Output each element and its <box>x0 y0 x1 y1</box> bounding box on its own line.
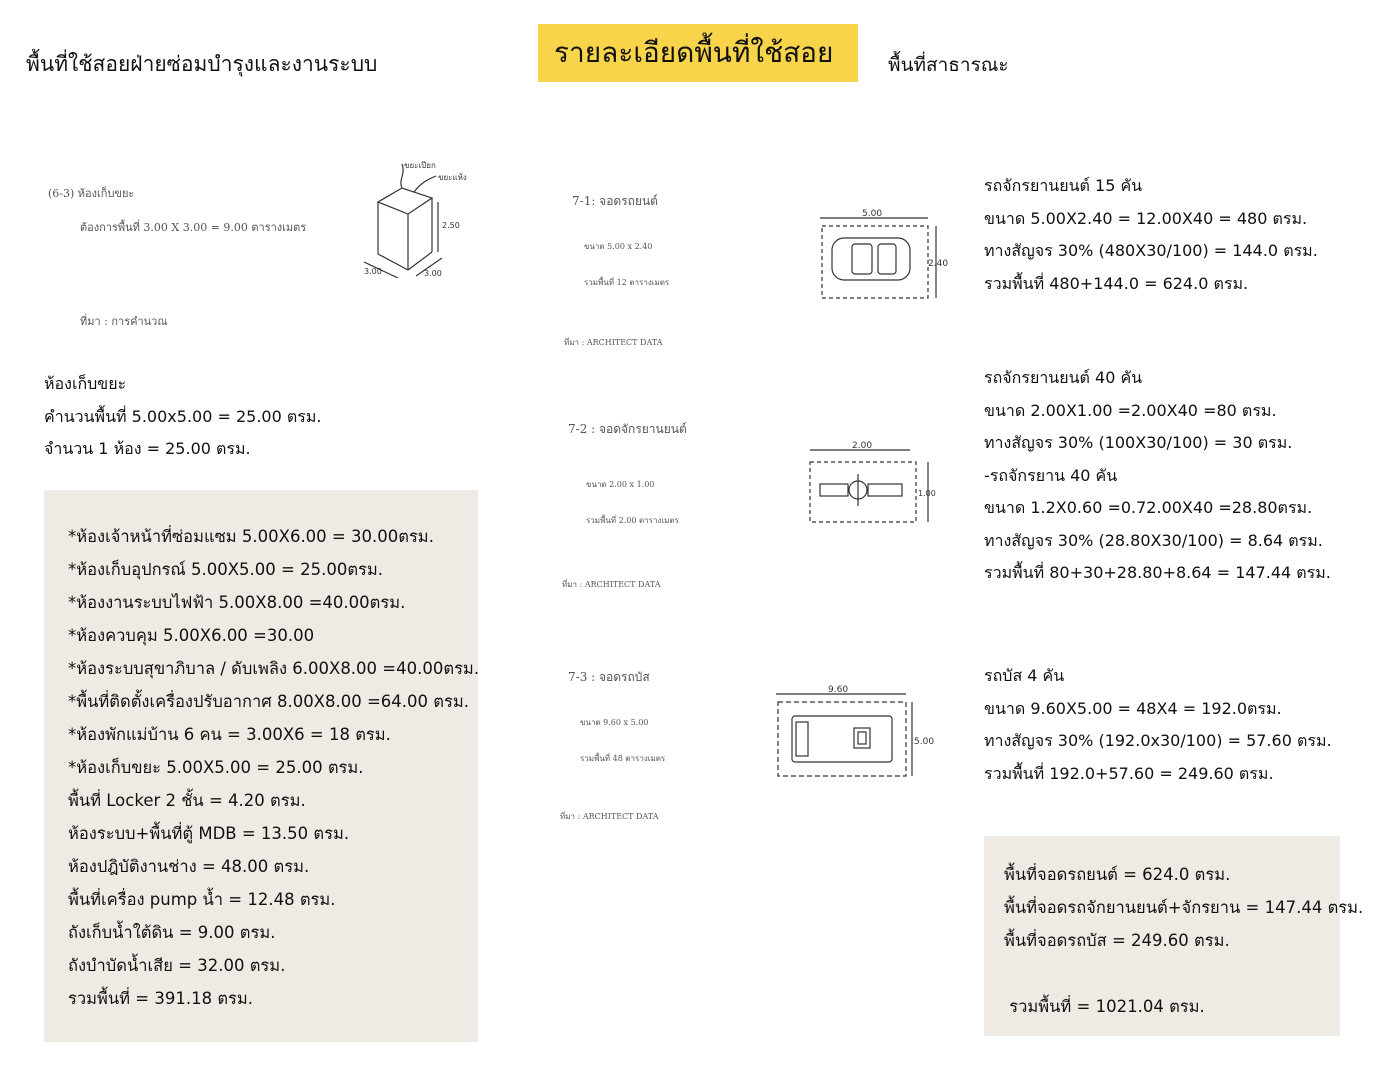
label-wet: ขยะเปียก <box>404 161 436 170</box>
car-parking-text <box>984 170 1318 300</box>
list-item: ถังเก็บน้ำใต้ดิน = 9.00 ตรม. <box>68 923 276 942</box>
text-line: รวมพื้นที่ 192.0+57.60 = 249.60 ตรม. <box>984 763 1274 783</box>
dim-width: 2.00 <box>852 441 873 451</box>
summary-line: พื้นที่จอดรถบัส = 249.60 ตรม. <box>1004 931 1230 950</box>
parking-summary-panel <box>984 836 1364 1036</box>
list-item: ห้องระบบ+พื้นที่ตู้ MDB = 13.50 ตรม. <box>68 824 350 843</box>
dim-a: 3.00 <box>364 267 382 276</box>
text-line: รวมพื้นที่ 480+144.0 = 624.0 ตรม. <box>984 273 1249 293</box>
dim-width: 5.00 <box>862 209 883 219</box>
left-section-title: พื้นที่ใช้สอยฝ่ายซ่อมบำรุงและงานระบบ <box>26 52 378 76</box>
list-item: *พื้นที่ติดตั้งเครื่องปรับอากาศ 8.00X8.00 =64.00 ตรม. <box>68 692 469 711</box>
bus-parking-sketch <box>558 656 958 832</box>
sketch-area: รวมพื้นที่ 2.00 ตารางเมตร <box>586 516 679 525</box>
sketch-caption: 7-1: จอดรถยนต์ <box>572 194 658 208</box>
list-item: *ห้องเก็บขยะ 5.00X5.00 = 25.00 ตรม. <box>68 758 364 777</box>
dim-b: 3.00 <box>424 269 442 278</box>
summary-line: พื้นที่จอดรถยนต์ = 624.0 ตรม. <box>1004 865 1231 884</box>
text-line: คำนวนพื้นที่ 5.00x5.00 = 25.00 ตรม. <box>44 406 322 426</box>
text-line: ทางสัญจร 30% (28.80X30/100) = 8.64 ตรม. <box>984 530 1323 550</box>
dim-width: 9.60 <box>828 685 849 695</box>
text-line: ขนาด 9.60X5.00 = 48X4 = 192.0ตรม. <box>984 698 1282 718</box>
list-item: *ห้องเก็บอุปกรณ์ 5.00X5.00 = 25.00ตรม. <box>68 560 384 579</box>
list-item: *ห้องงานระบบไฟฟ้า 5.00X8.00 =40.00ตรม. <box>68 593 406 612</box>
list-item: พื้นที่เครื่อง pump น้ำ = 12.48 ตรม. <box>68 890 336 909</box>
sketch-size: ขนาด 2.00 x 1.00 <box>586 480 655 489</box>
sketch-caption: 7-3 : จอดรถบัส <box>568 670 650 684</box>
car-drawing <box>810 206 950 306</box>
list-item: *ห้องระบบสุขาภิบาล / ดับเพลิง 6.00X8.00 =40.00ตรม. <box>68 659 480 678</box>
sketch-area: รวมพื้นที่ 12 ตารางเมตร <box>584 278 670 287</box>
text-line: รถบัส 4 คัน <box>984 666 1065 685</box>
bus-parking-text <box>984 660 1332 790</box>
label-dry: ขยะแห้ง <box>438 173 467 182</box>
list-item: ห้องปฎิบัติงานช่าง = 48.00 ตรม. <box>68 857 310 876</box>
list-item: *ห้องพักแม่บ้าน 6 คน = 3.00X6 = 18 ตรม. <box>68 725 391 744</box>
text-line: ขนาด 1.2X0.60 =0.72.00X40 =28.80ตรม. <box>984 498 1313 517</box>
sketch-source: ที่มา : ARCHITECT DATA <box>562 580 661 589</box>
sketch-size: ขนาด 5.00 x 2.40 <box>584 242 653 251</box>
text-line: ทางสัญจร 30% (100X30/100) = 30 ตรม. <box>984 433 1293 452</box>
list-item: *ห้องเจ้าหน้าที่ซ่อมแซม 5.00X6.00 = 30.00ตรม. <box>68 527 434 546</box>
list-item: รวมพื้นที่ = 391.18 ตรม. <box>68 989 254 1008</box>
sketch-source: ที่มา : ARCHITECT DATA <box>564 338 663 347</box>
text-line: ขนาด 5.00X2.40 = 12.00X40 = 480 ตรม. <box>984 208 1308 228</box>
motorcycle-parking-sketch <box>558 400 958 596</box>
motorcycle-drawing <box>802 438 942 538</box>
right-section-title: พื้นที่สาธารณะ <box>888 54 1009 76</box>
car-parking-sketch <box>558 168 958 352</box>
garbage-room-sketch <box>44 146 478 350</box>
sketch-size: ขนาด 9.60 x 5.00 <box>580 718 649 727</box>
list-item: ถังบำบัดน้ำเสีย = 32.00 ตรม. <box>68 956 286 975</box>
dim-height: 2.50 <box>442 221 460 230</box>
sketch-source: ที่มา : ARCHITECT DATA <box>560 812 659 821</box>
dim-height: 1.00 <box>918 489 936 498</box>
summary-total: รวมพื้นที่ = 1021.04 ตรม. <box>1004 997 1205 1016</box>
text-line: รถจักรยานยนต์ 15 คัน <box>984 176 1143 195</box>
maintenance-area-panel <box>44 490 478 1042</box>
text-line: -รถจักรยาน 40 คัน <box>984 465 1118 485</box>
motorcycle-parking-text <box>984 362 1331 590</box>
text-line: รถจักรยานยนต์ 40 คัน <box>984 368 1143 387</box>
sketch-caption: (6-3) ห้องเก็บขยะ <box>48 187 135 200</box>
text-line: รวมพื้นที่ 80+30+28.80+8.64 = 147.44 ตรม. <box>984 563 1331 582</box>
sketch-source: ที่มา : การคำนวณ <box>80 315 168 328</box>
sketch-caption: 7-2 : จอดจักรยานยนต์ <box>568 422 687 436</box>
text-line: ทางสัญจร 30% (480X30/100) = 144.0 ตรม. <box>984 241 1318 260</box>
dim-height: 2.40 <box>928 259 949 269</box>
sketch-requirement: ต้องการพื้นที่ 3.00 X 3.00 = 9.00 ตารางเมตร <box>80 221 307 234</box>
text-line: จำนวน 1 ห้อง = 25.00 ตรม. <box>44 439 251 458</box>
page-title-text: รายละเอียดพื้นที่ใช้สอย <box>554 36 834 69</box>
garbage-room-text <box>44 368 321 466</box>
list-item: พื้นที่ Locker 2 ชั้น = 4.20 ตรม. <box>68 791 306 810</box>
summary-line: พื้นที่จอดรถจักยานยนต์+จักรยาน = 147.44 ตรม. <box>1004 898 1364 917</box>
list-item: *ห้องควบคุม 5.00X6.00 =30.00 <box>68 626 315 645</box>
dim-height: 5.00 <box>914 737 935 747</box>
text-line: ห้องเก็บขยะ <box>44 374 127 393</box>
garbage-bin-drawing <box>354 158 474 278</box>
sketch-area: รวมพื้นที่ 48 ตารางเมตร <box>580 754 666 763</box>
text-line: ทางสัญจร 30% (192.0x30/100) = 57.60 ตรม. <box>984 731 1332 750</box>
text-line: ขนาด 2.00X1.00 =2.00X40 =80 ตรม. <box>984 400 1277 420</box>
bus-drawing <box>772 680 942 790</box>
page-title <box>538 24 858 82</box>
